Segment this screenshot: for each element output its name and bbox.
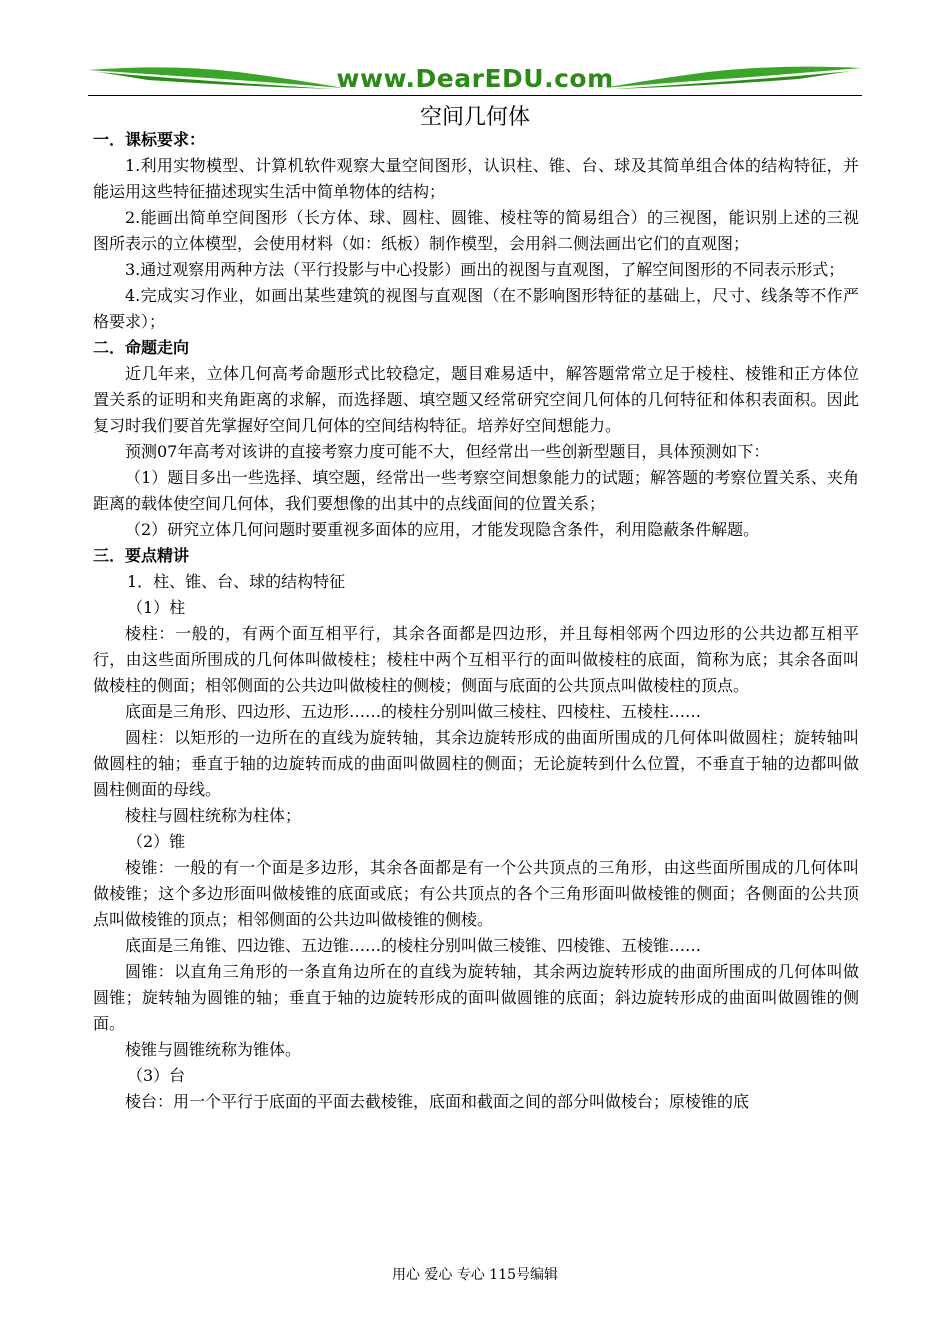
paragraph: （1）题目多出一些选择、填空题，经常出一些考察空间想象能力的试题；解答题的考察位置关系、夹角距离的载体使空间几何体，我们要想像的出其中的点线面间的位置关系； [93,468,859,513]
subheading-zhui: （2）锥 [127,832,186,851]
paragraph: 圆锥：以直角三角形的一条直角边所在的直线为旋转轴，其余两边旋转形成的曲面所围成的几何体叫做圆锥；旋转轴为圆锥的轴；垂直于轴的边旋转形成的面叫做圆锥的底面；斜边旋转形成的曲面叫做圆锥的侧面。 [93,962,859,1033]
paragraph: 底面是三角锥、四边锥、五边锥……的棱柱分别叫做三棱锥、四棱锥、五棱锥…… [125,936,702,955]
section-3-heading: 三．要点精讲 [93,546,190,565]
paragraph: 棱锥：一般的有一个面是多边形，其余各面都是有一个公共顶点的三角形，由这些面所围成的几何体叫做棱锥；这个多边形面叫做棱锥的底面或底；有公共顶点的各个三角形面叫做棱锥的侧面；各侧面的公共顶点叫做棱锥的顶点；相邻侧面的公共边叫做棱锥的侧棱。 [93,858,859,929]
paragraph: 1.利用实物模型、计算机软件观察大量空间图形，认识柱、锥、台、球及其简单组合体的结构特征，并能运用这些特征描述现实生活中简单物体的结构； [93,156,859,201]
document-body [93,127,859,1115]
subheading-tai: （3）台 [127,1066,186,1085]
header-rule [88,95,862,96]
section-2-heading: 二．命题走向 [93,338,190,357]
page-footer: 用心 爱心 专心 115号编辑 [391,1267,559,1283]
paragraph: 近几年来，立体几何高考命题形式比较稳定，题目难易适中，解答题常常立足于棱柱、棱锥和正方体位置关系的证明和夹角距离的求解，而选择题、填空题又经常研究空间几何体的几何特征和体积表面积。因此复习时我们要首先掌握好空间几何体的空间结构特征。培养好空间想能力。 [93,364,859,435]
paragraph: 圆柱：以矩形的一边所在的直线为旋转轴，其余边旋转形成的曲面所围成的几何体叫做圆柱；旋转轴叫做圆柱的轴；垂直于轴的边旋转而成的曲面叫做圆柱的侧面；无论旋转到什么位置，不垂直于轴的边都叫做圆柱侧面的母线。 [93,728,859,799]
page-title: 空间几何体 [419,105,530,130]
paragraph: 底面是三角形、四边形、五边形……的棱柱分别叫做三棱柱、四棱柱、五棱柱…… [125,702,702,721]
paragraph: 棱柱：一般的，有两个面互相平行，其余各面都是四边形，并且每相邻两个四边形的公共边都互相平行，由这些面所围成的几何体叫做棱柱；棱柱中两个互相平行的面叫做棱柱的底面，简称为底；其余各面叫做棱柱的侧面；相邻侧面的公共边叫做棱柱的侧棱；侧面与底面的公共顶点叫做棱柱的顶点。 [93,624,859,695]
paragraph: 棱柱与圆柱统称为柱体； [125,806,302,825]
site-logo: www.DearEDU.com [336,64,614,93]
paragraph: （2）研究立体几何问题时要重视多面体的应用，才能发现隐含条件，利用隐蔽条件解题。 [125,520,760,539]
section-1-heading: 一．课标要求： [93,130,206,149]
subheading: 1．柱、锥、台、球的结构特征 [127,572,346,591]
header-banner [88,58,862,98]
paragraph: 3.通过观察用两种方法（平行投影与中心投影）画出的视图与直观图，了解空间图形的不同表示形式； [125,260,845,279]
paragraph: 2.能画出简单空间图形（长方体、球、圆柱、圆锥、棱柱等的简易组合）的三视图，能识别上述的三视图所表示的立体模型，会使用材料（如：纸板）制作模型，会用斜二侧法画出它们的直观图； [93,208,859,253]
paragraph: 棱锥与圆锥统称为锥体。 [125,1040,302,1059]
paragraph: 4.完成实习作业，如画出某些建筑的视图与直观图（在不影响图形特征的基础上，尺寸、线条等不作严格要求）； [93,286,859,331]
paragraph: 棱台：用一个平行于底面的平面去截棱锥，底面和截面之间的部分叫做棱台；原棱锥的底 [125,1092,750,1111]
subheading-zhu: （1）柱 [127,598,186,617]
paragraph: 预测07年高考对该讲的直接考察力度可能不大，但经常出一些创新型题目，具体预测如下： [125,442,770,461]
